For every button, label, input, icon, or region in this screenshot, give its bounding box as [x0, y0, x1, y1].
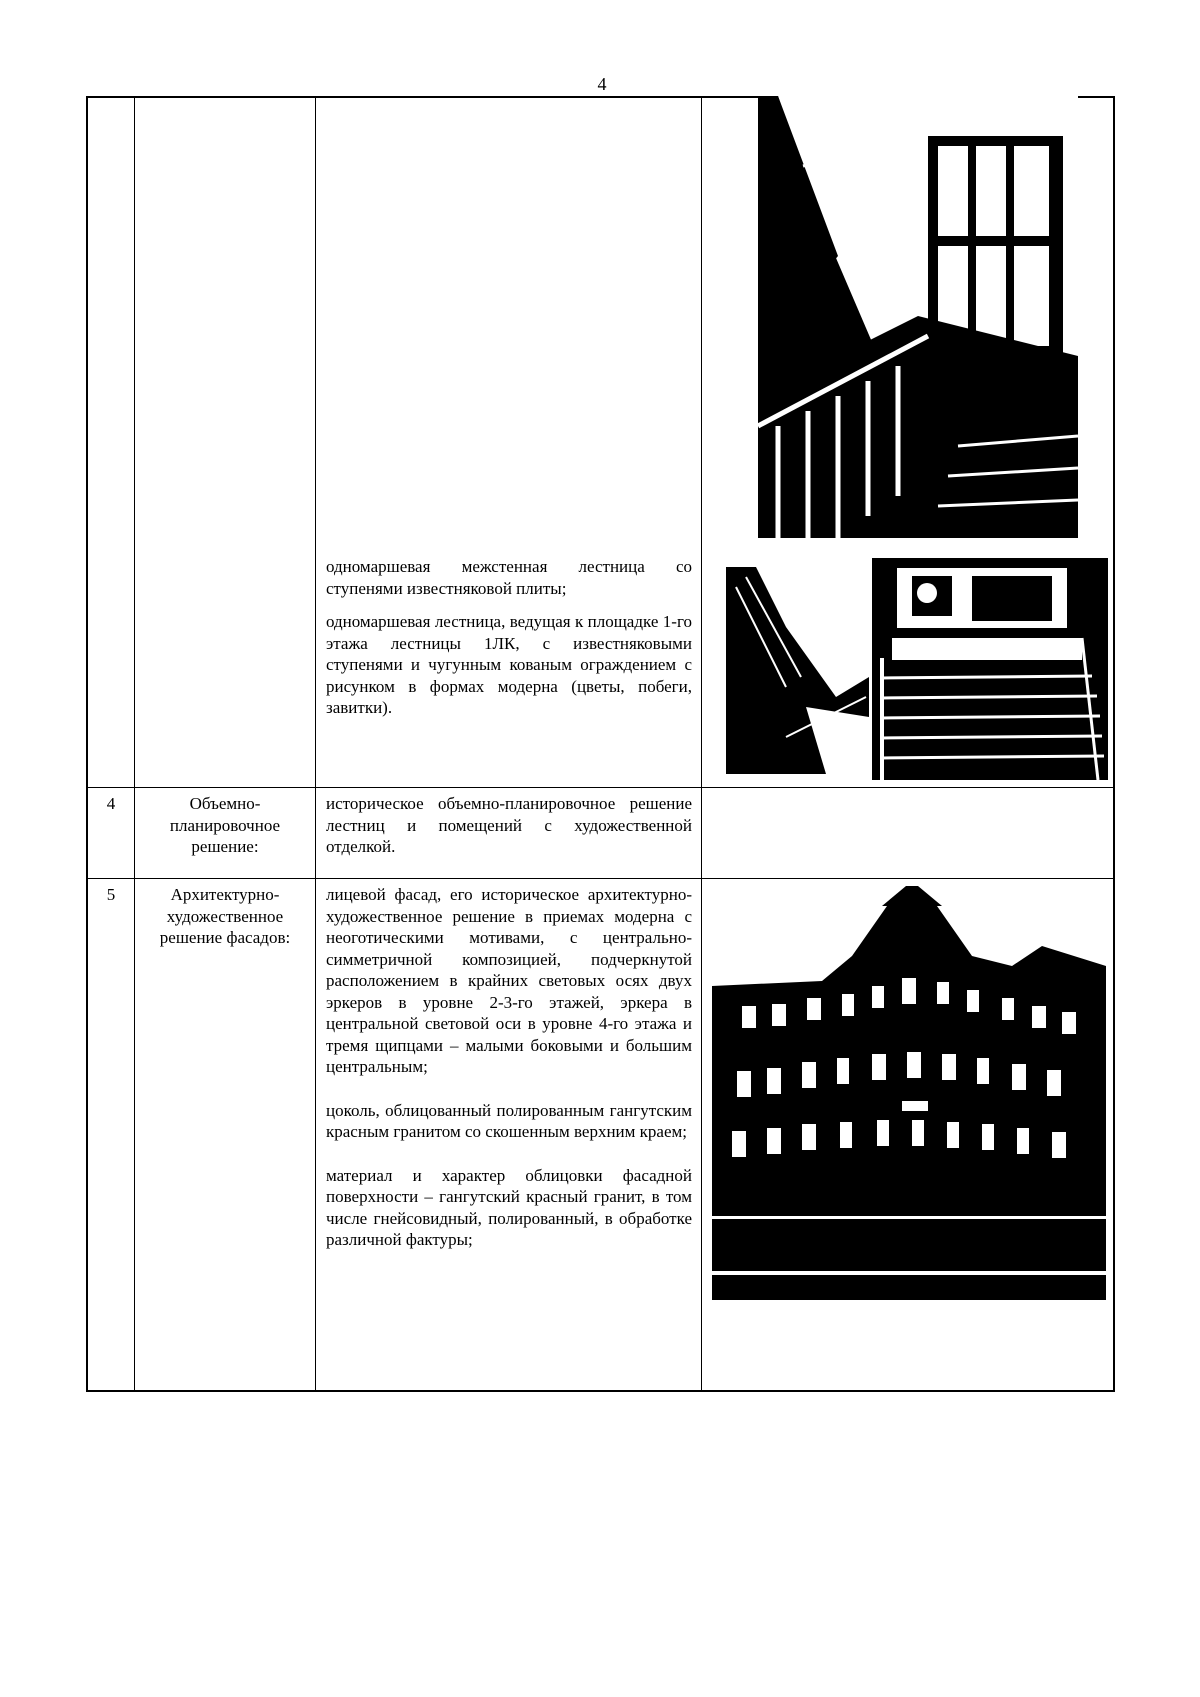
row-number: 4: [106, 794, 116, 813]
continued-row-description: [326, 556, 692, 719]
facade-photo: [712, 886, 1106, 1300]
paragraph: одномаршевая лестница, ведущая к площадке 1-го этажа лестницы 1ЛК, с известняковыми ступенями и чугунным кованым ограждением с рисунком в формах модерна (цветы, побеги, завитки).: [326, 612, 692, 717]
row-number: 5: [106, 885, 116, 904]
column-divider: [701, 98, 702, 1390]
row-description: [326, 884, 692, 1251]
paragraph: лицевой фасад, его историческое архитектурно-художественное решение в приемах модерна с неоготическими мотивами, с центрально-симметричной композицией, подчеркнутой расположением в крайних световых осях двух эркеров в уровне 2-3-го этажей, эркера в центральной световой оси в уровне 4-го этажа и тремя щипцами – малыми боковыми и большим центральным;: [326, 885, 692, 1076]
row-title: Архитектурно-художественное решение фасадов:: [159, 885, 291, 947]
staircase-window-photo: [758, 96, 1078, 538]
stair-corner-photo: [726, 567, 869, 774]
row-title: Объемно-планировочное решение:: [169, 794, 281, 856]
row-divider: [88, 787, 1113, 788]
row-divider: [88, 878, 1113, 879]
column-divider: [315, 98, 316, 1390]
paragraph: цоколь, облицованный полированным гангутским красным гранитом со скошенным верхним краем;: [326, 1100, 692, 1141]
column-divider: [134, 98, 135, 1390]
paragraph: материал и характер облицовки фасадной поверхности – гангутский красный гранит, в том числе гнейсовидный, полированный, в обработке различной фактуры;: [326, 1165, 692, 1249]
stair-steps-photo: [872, 558, 1108, 780]
monument-features-table: [86, 96, 1115, 1392]
row-description: [326, 793, 692, 858]
paragraph: историческое объемно-планировочное решение лестниц и помещений с художественной отделкой.: [326, 794, 692, 856]
paragraph: одномаршевая межстенная лестница со ступенями известняковой плиты;: [326, 557, 692, 598]
page-number: 4: [597, 74, 607, 94]
